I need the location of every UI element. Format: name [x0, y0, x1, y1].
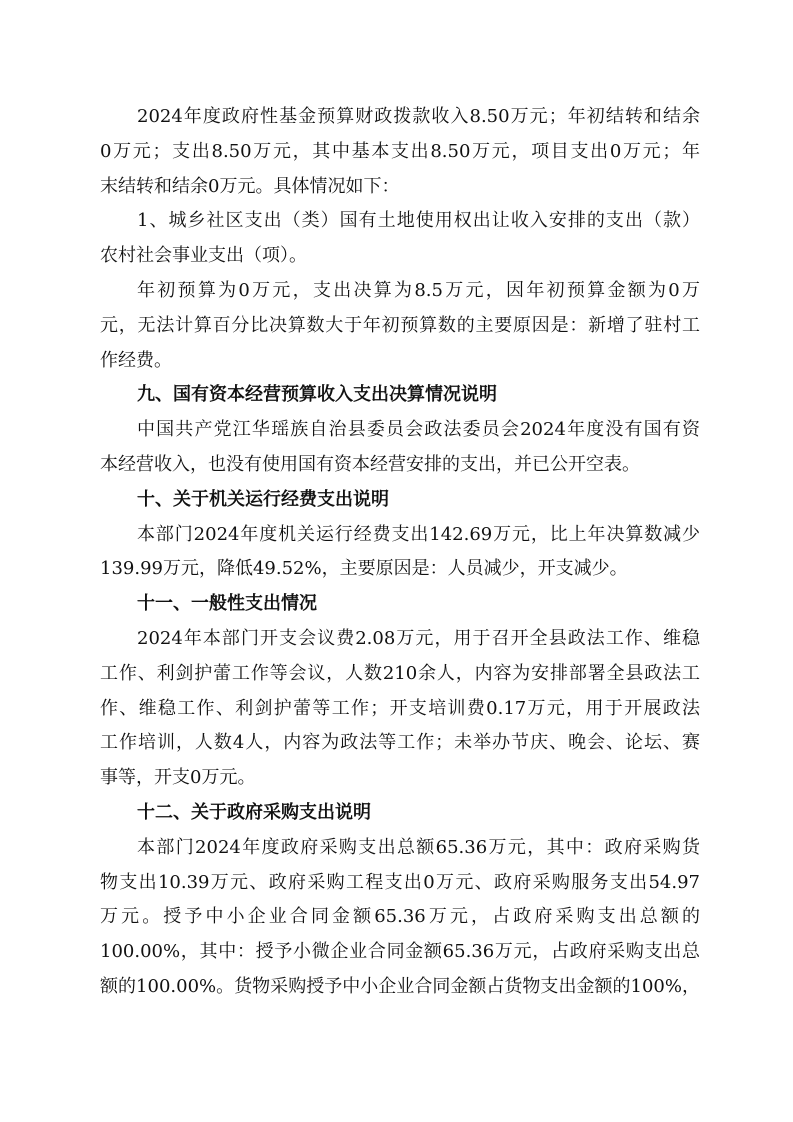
paragraph-line: 139.99万元，降低49.52%，主要原因是：人员减少，开支减少。	[100, 558, 628, 579]
paragraph-line: 2024年本部门开支会议费2.08万元，用于召开全县政法工作、维稳	[137, 628, 700, 649]
paragraph-line: 事等，开支0万元。	[100, 767, 256, 788]
paragraph-line: 本经营收入，也没有使用国有资本经营安排的支出，并已公开空表。	[100, 454, 640, 475]
paragraph-line: 1、城乡社区支出（类）国有土地使用权出让收入安排的支出（款）	[137, 210, 700, 231]
section-heading: 十二、关于政府采购支出说明	[137, 802, 371, 823]
paragraph-line: 本部门2024年度政府采购支出总额65.36万元，其中：政府采购货	[137, 837, 700, 858]
paragraph-line: 本部门2024年度机关运行经费支出142.69万元，比上年决算数减少	[137, 524, 700, 545]
paragraph-line: 100.00%，其中：授予小微企业合同金额65.36万元，占政府采购支出总	[100, 941, 700, 962]
section-heading: 九、国有资本经营预算收入支出决算情况说明	[137, 384, 497, 405]
paragraph-line: 年初预算为0万元，支出决算为8.5万元，因年初预算金额为0万	[137, 280, 700, 301]
section-heading: 十一、一般性支出情况	[137, 593, 317, 614]
paragraph-line: 工作、利剑护蕾工作等会议，人数210余人，内容为安排部署全县政法工	[100, 663, 700, 684]
paragraph-line: 工作培训，人数4人，内容为政法等工作；未举办节庆、晚会、论坛、赛	[100, 732, 700, 753]
paragraph-line: 中国共产党江华瑶族自治县委员会政法委员会2024年度没有国有资	[137, 419, 700, 440]
paragraph-line: 0万元；支出8.50万元，其中基本支出8.50万元，项目支出0万元；年	[100, 141, 700, 162]
paragraph-line: 作经费。	[100, 350, 172, 371]
paragraph-line: 作、维稳工作、利剑护蕾等工作；开支培训费0.17万元，用于开展政法	[100, 698, 700, 719]
paragraph-line: 万元。授予中小企业合同金额65.36万元，占政府采购支出总额的	[100, 906, 700, 927]
paragraph-line: 农村社会事业支出（项）。	[100, 245, 307, 266]
paragraph-line: 物支出10.39万元、政府采购工程支出0万元、政府采购服务支出54.97	[100, 872, 700, 893]
section-heading: 十、关于机关运行经费支出说明	[137, 489, 389, 510]
paragraph-line: 2024年度政府性基金预算财政拨款收入8.50万元；年初结转和结余	[137, 106, 700, 127]
paragraph-line: 额的100.00%。货物采购授予中小企业合同金额占货物支出金额的100%，	[100, 976, 700, 997]
paragraph-line: 元，无法计算百分比决算数大于年初预算数的主要原因是：新增了驻村工	[100, 315, 700, 336]
paragraph-line: 末结转和结余0万元。具体情况如下：	[100, 176, 400, 197]
